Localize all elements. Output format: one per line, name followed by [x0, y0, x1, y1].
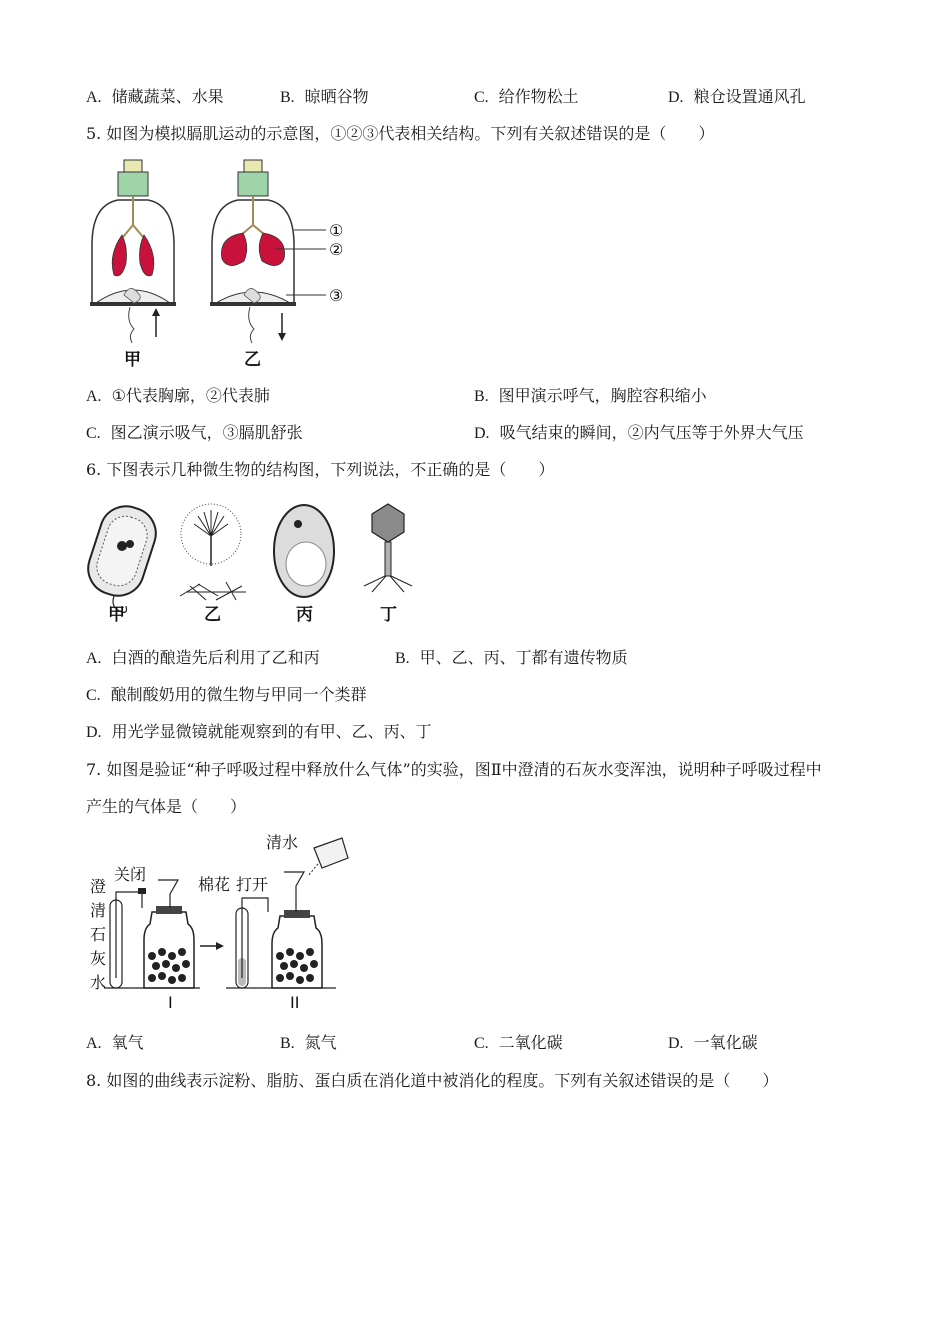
- q4-option-a: A. 储藏蔬菜、水果: [86, 87, 224, 106]
- q5-option-a: A. ①代表胸廓，②代表肺: [86, 386, 270, 405]
- cotton-label: 棉花: [198, 875, 231, 894]
- caption-jia: 甲: [124, 350, 141, 370]
- q6-option-d: D. 用光学显微镜就能观察到的有甲、乙、丙、丁: [86, 722, 432, 741]
- q6-option-a: A. 白酒的酿造先后利用了乙和丙: [86, 648, 320, 667]
- marker-3: ③: [329, 286, 344, 305]
- setup-two: [226, 838, 348, 988]
- limewater-label-2: 清: [90, 901, 107, 920]
- q4-option-b: B. 晾晒谷物: [280, 87, 369, 106]
- q4-option-c: C. 给作物松土: [474, 87, 579, 106]
- q7-stem-line2: 产生的气体是（ ）: [86, 797, 247, 816]
- q6-microbe-figure: [86, 496, 426, 626]
- bell-jar-left: [90, 160, 176, 343]
- caption-bing: 丙: [296, 605, 313, 625]
- water-label: 清水: [266, 833, 299, 852]
- bell-jar-right: [210, 160, 326, 343]
- yeast-illustration: [274, 505, 334, 597]
- q5-diaphragm-figure: [86, 155, 366, 370]
- virus-illustration: [364, 504, 412, 592]
- limewater-label-4: 灰: [90, 949, 107, 968]
- q6-stem: 6. 下图表示几种微生物的结构图，下列说法，不正确的是（ ）: [86, 460, 555, 479]
- q7-option-c: C. 二氧化碳: [474, 1033, 563, 1052]
- setup-label-one: I: [168, 993, 173, 1012]
- q5-option-b: B. 图甲演示呼气，胸腔容积缩小: [474, 386, 707, 405]
- caption-ding: 丁: [380, 605, 397, 625]
- open-label: 打开: [236, 875, 269, 894]
- q6-option-b: B. 甲、乙、丙、丁都有遗传物质: [395, 648, 628, 667]
- marker-1: ①: [329, 221, 344, 240]
- caption-yi: 乙: [244, 350, 261, 370]
- bacterium-illustration: [81, 500, 162, 613]
- q7-stem-line1: 7. 如图是验证“种子呼吸过程中释放什么气体”的实验，图Ⅱ中澄清的石灰水变浑浊，说明种子呼吸过程中: [86, 760, 822, 779]
- q8-stem: 8. 如图的曲线表示淀粉、脂肪、蛋白质在消化道中被消化的程度。下列有关叙述错误的是（ ）: [86, 1071, 779, 1090]
- limewater-label-5: 水: [90, 973, 107, 992]
- q7-option-b: B. 氮气: [280, 1033, 337, 1052]
- q5-option-c: C. 图乙演示吸气，③膈肌舒张: [86, 423, 303, 442]
- marker-2: ②: [329, 240, 344, 259]
- q6-option-c: C. 酿制酸奶用的微生物与甲同一个类群: [86, 685, 367, 704]
- q7-seed-respiration-figure: [86, 828, 356, 1014]
- q7-option-d: D. 一氧化碳: [668, 1033, 758, 1052]
- q7-option-a: A. 氧气: [86, 1033, 144, 1052]
- mold-illustration: [180, 504, 246, 600]
- limewater-label-3: 石: [90, 925, 107, 944]
- q4-option-d: D. 粮仓设置通风孔: [668, 87, 806, 106]
- closed-label: 关闭: [114, 865, 147, 884]
- caption-yi: 乙: [204, 605, 221, 625]
- setup-label-two: II: [290, 993, 300, 1012]
- q5-stem: 5. 如图为模拟膈肌运动的示意图，①②③代表相关结构。下列有关叙述错误的是（ ）: [86, 124, 715, 143]
- limewater-label-1: 澄: [90, 877, 107, 896]
- setup-one: [104, 880, 200, 988]
- q5-option-d: D. 吸气结束的瞬间，②内气压等于外界大气压: [474, 423, 804, 442]
- caption-jia: 甲: [108, 605, 125, 625]
